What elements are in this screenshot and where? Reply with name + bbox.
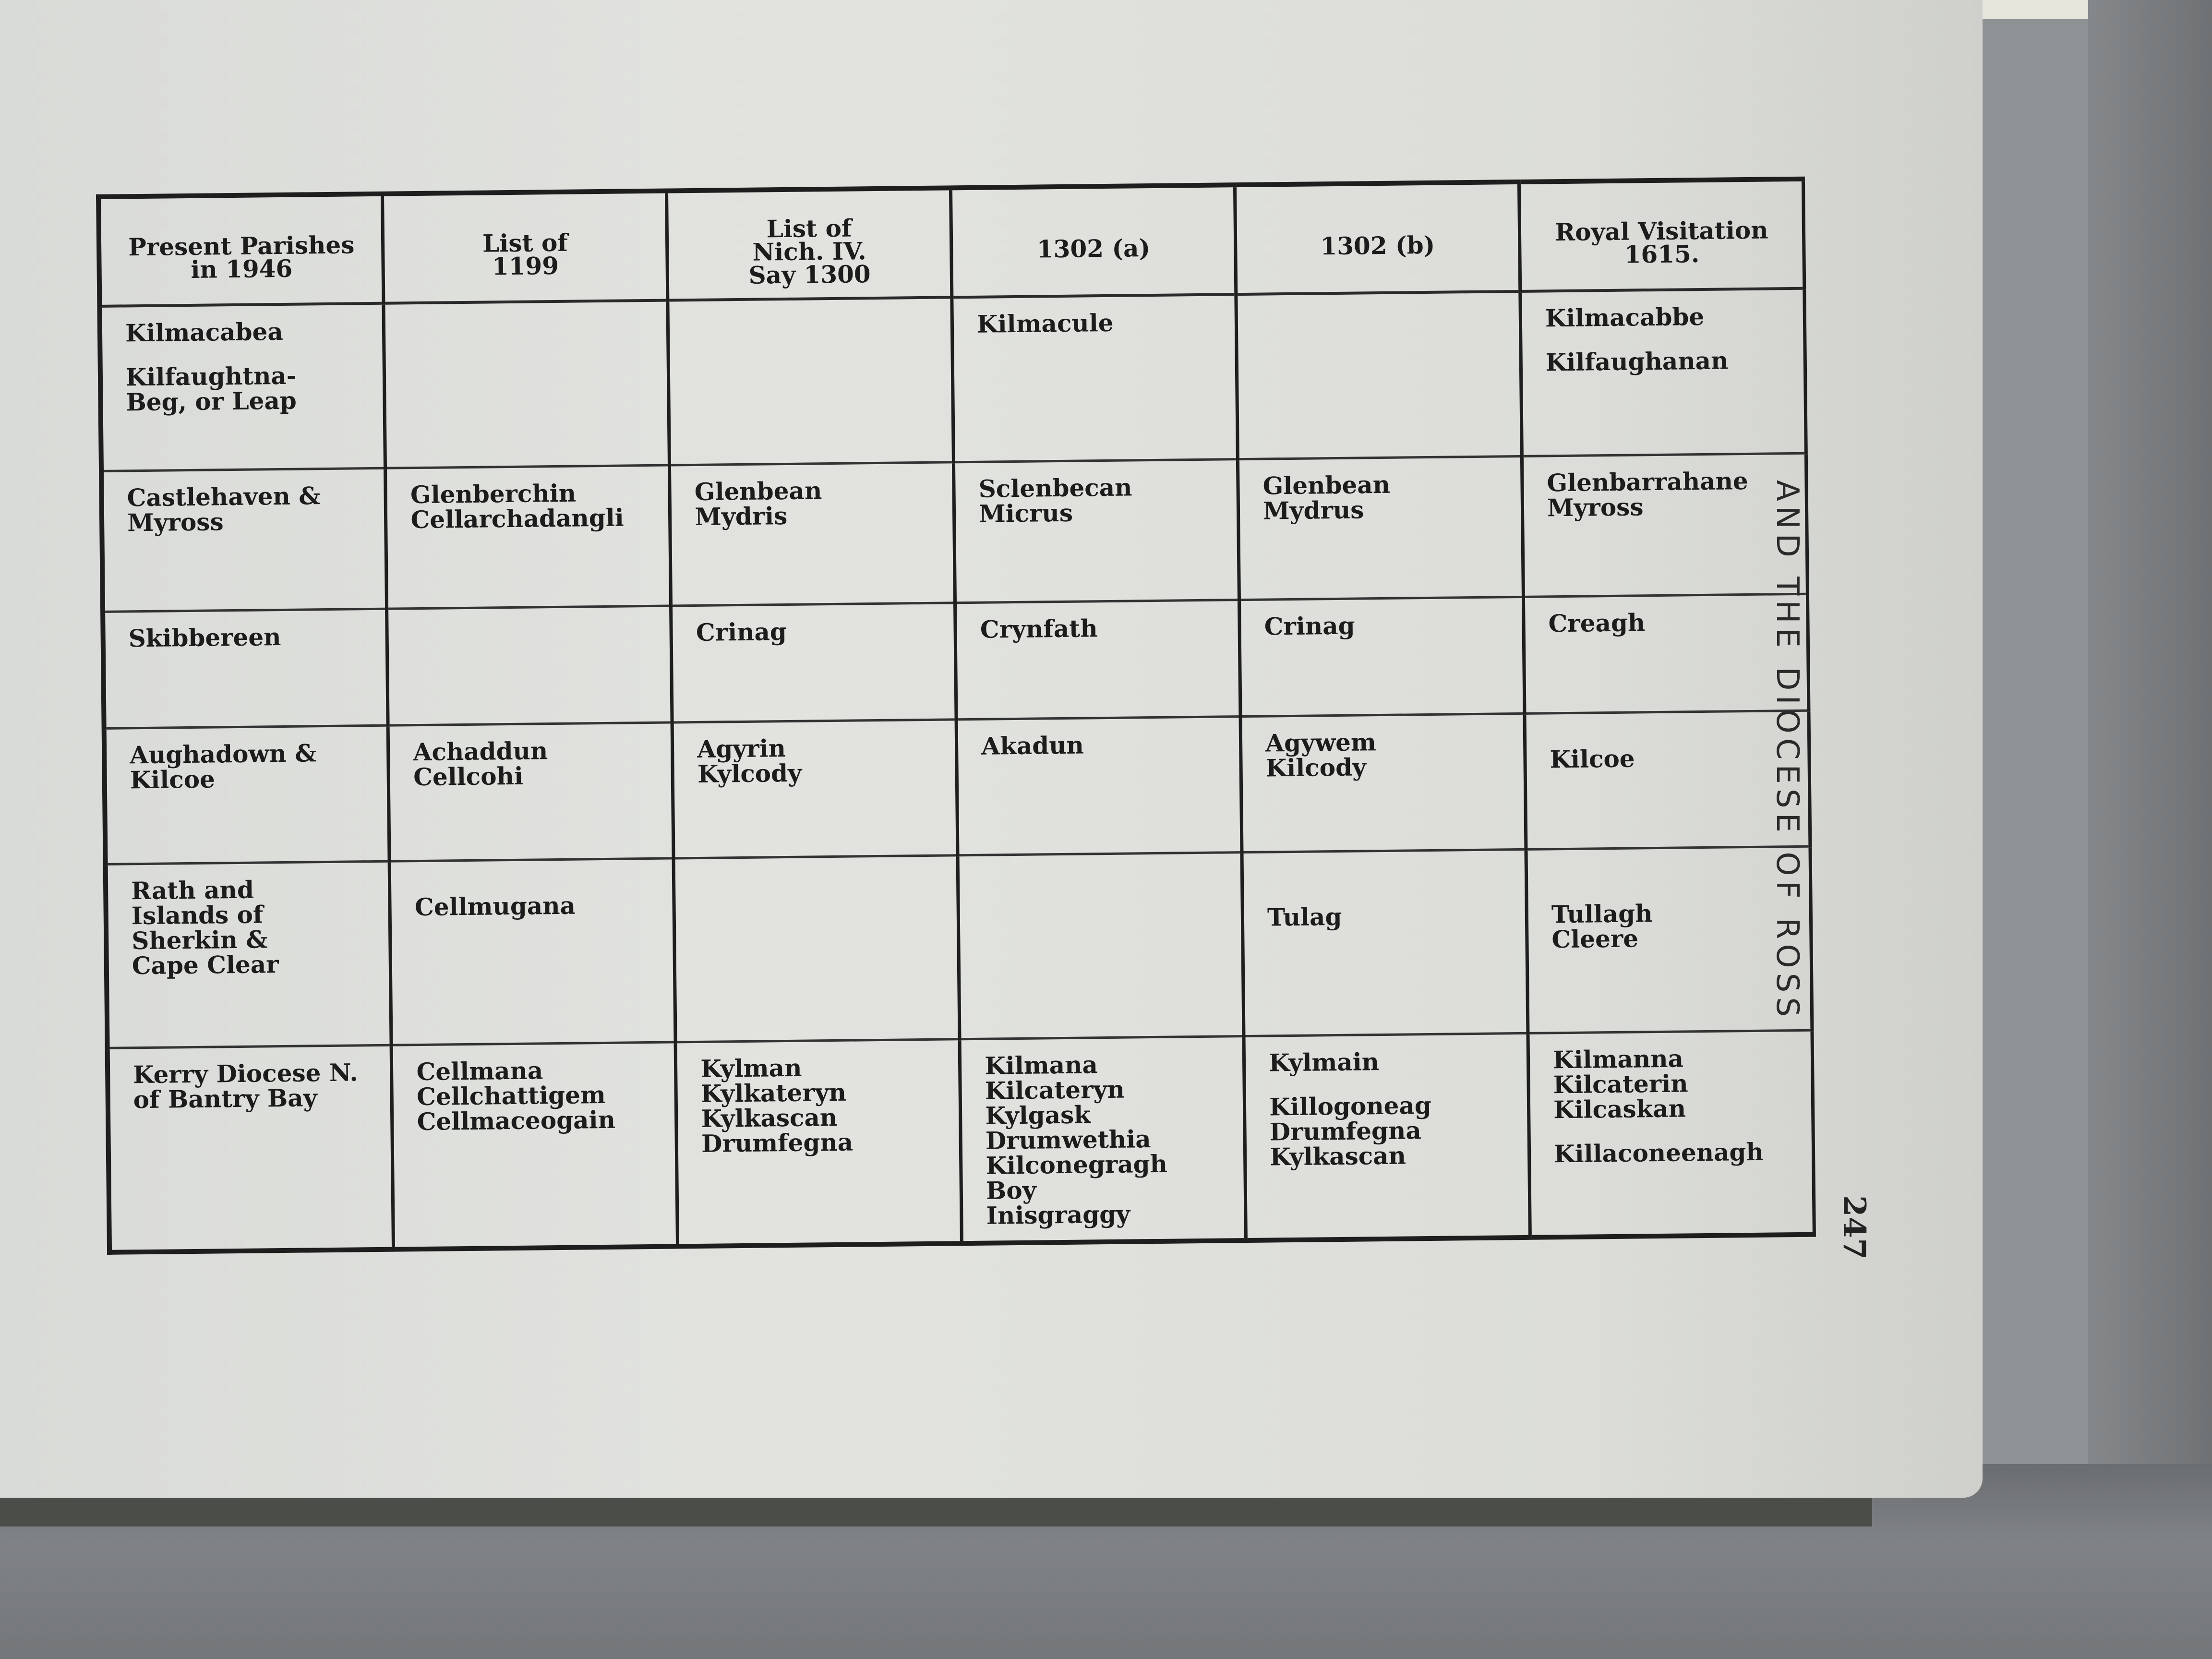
table-cell [958,853,1244,1039]
table-cell [387,606,672,725]
table-cell: Aughadown & Kilcoe [104,725,390,864]
table-cell: Tulag [1242,849,1528,1036]
table-cell [384,301,669,469]
table-cell: Castlehaven & Myross [101,468,387,612]
page-number: 247 [1836,1195,1872,1260]
table-header-row [98,179,1804,306]
table-cell: Crynfath [955,600,1240,720]
header-list-nich-iv: List of Nich. IV. Say 1300 [667,188,952,300]
table-row [108,1030,1815,1252]
table-cell: Kylmain Killogoneag Drumfegna Kylkascan [1244,1033,1530,1240]
table-cell: Creagh [1523,594,1808,713]
book-cover-edge [0,1493,1872,1527]
background-cloth-right [2088,0,2212,1659]
table-cell: Agywem Kilcody [1240,713,1526,852]
table-cell: Cellmana Cellchattigem Cellmaceogain [391,1042,677,1250]
table-cell [668,297,953,465]
table-row [106,846,1812,1048]
table-row [99,289,1806,471]
table-cell: Skibbereen [103,609,388,728]
table-row [104,710,1810,864]
table-cell: Agyrin Kylcody [672,720,958,858]
table-cell: Kilmacabbe Kilfaughanan [1520,289,1806,457]
table-cell: Glenbean Mydris [670,462,955,606]
table-cell: Kilmacabea Kilfaughtna- Beg, or Leap [99,303,385,471]
header-present-parishes: Present Parishes in 1946 [98,194,384,306]
header-list-1199: List of 1199 [383,191,668,303]
table-cell: Glenbean Mydrus [1238,456,1524,600]
table-cell: Glenberchin Cellarchadangli [385,465,671,609]
table-cell: Kilmana Kilcateryn Kylgask Drumwethia Kilconegragh Boy Inisgraggy [960,1036,1246,1244]
table-cell: Kilmanna Kilcaterin Kilcaskan Killaconeenagh [1528,1030,1814,1238]
table-cell [1236,291,1522,459]
table-cell: Crinag [1239,597,1525,716]
table-cell: Kerry Diocese N. of Bantry Bay [108,1045,394,1252]
table-cell: Rath and Islands of Sherkin & Cape Clear [106,861,392,1048]
table-cell: Cellmugana [389,858,675,1045]
table-cell: Achaddun Cellcohi [388,722,674,861]
table-cell: Kilcoe [1525,710,1810,849]
header-royal-visitation: Royal Visitation 1615. [1519,179,1804,291]
table-cell: Crinag [671,603,956,722]
table-cell: Glenbarrahane Myross [1522,453,1807,597]
header-1302-a: 1302 (a) [951,185,1236,297]
table-cell: Akadun [956,717,1242,855]
table-cell: Tullagh Cleere [1526,846,1812,1033]
table-cell: Kilmacule [952,294,1238,462]
table-cell: Sclenbecan Micrus [954,459,1239,603]
running-head: AND THE DIOCESE OF ROSS [1769,480,1805,1022]
parish-comparison-table [96,177,1816,1255]
table-cell: Kylman Kylkateryn Kylkascan Drumfegna [675,1039,962,1247]
table-row [103,594,1809,728]
table-row [101,453,1807,612]
table-cell [673,855,960,1042]
header-1302-b: 1302 (b) [1235,182,1520,294]
